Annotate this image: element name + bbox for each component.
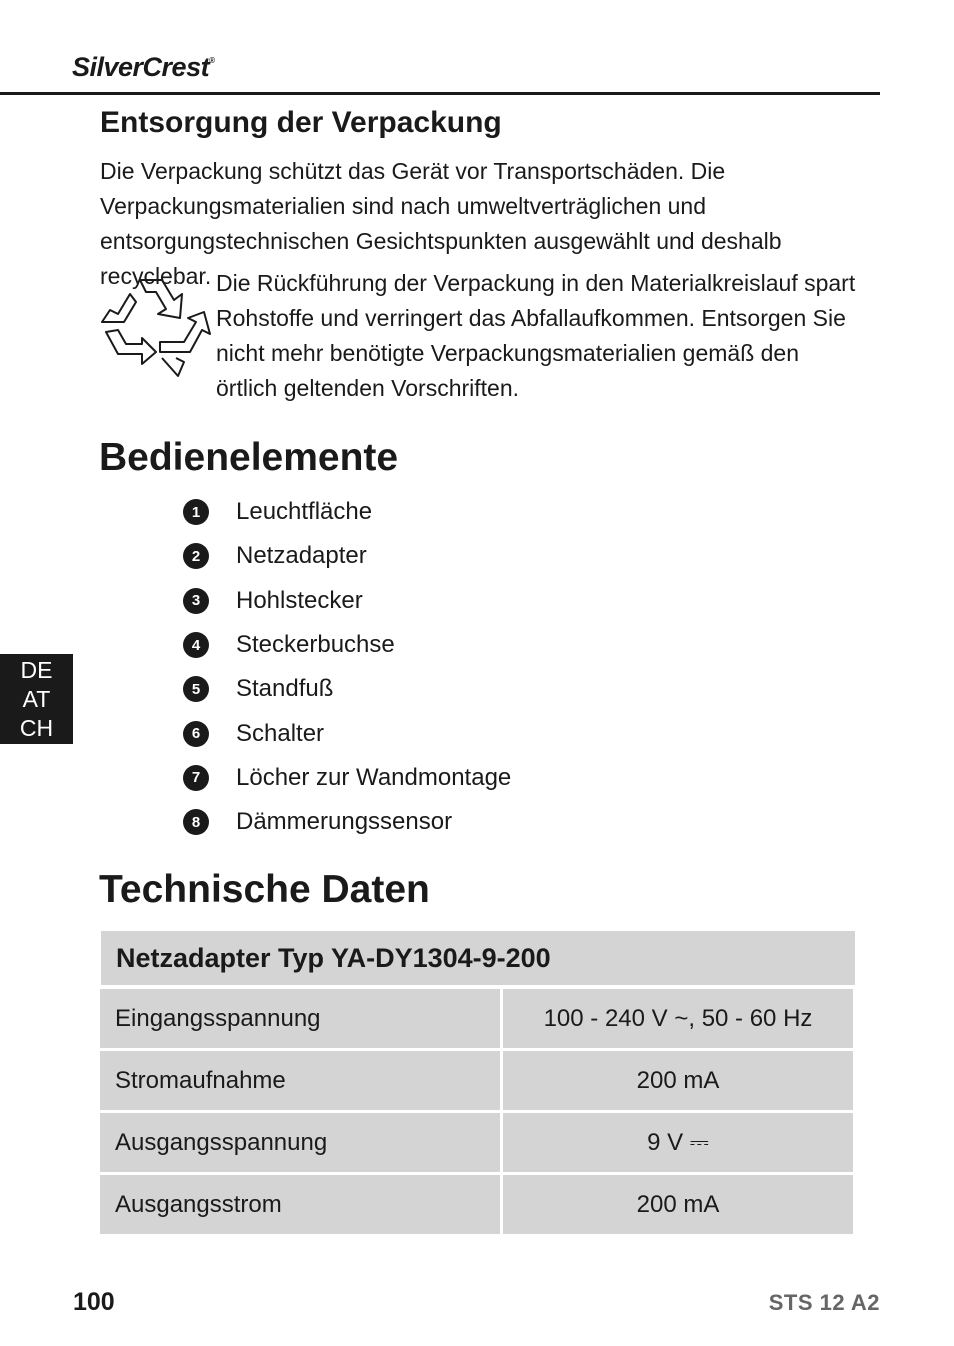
list-item: [183, 623, 511, 667]
list-item: [183, 711, 511, 755]
controls-title: Bedienelemente: [99, 436, 399, 479]
list-item: [183, 800, 511, 844]
language-at: AT: [22, 685, 51, 712]
recycling-icon: [100, 272, 212, 382]
packaging-title: Entsorgung der Verpackung: [100, 106, 502, 139]
language-tab: [0, 654, 73, 744]
list-item: [183, 534, 511, 578]
tech-title: Technische Daten: [99, 868, 430, 911]
spec-table: [100, 930, 856, 1234]
language-de: DE: [20, 656, 53, 683]
item-number: 7: [183, 765, 209, 791]
table-header: Netzadapter Typ YA-DY1304-9-200: [100, 930, 856, 986]
brand-logo: SilverCrest®: [72, 52, 215, 82]
item-number: 5: [183, 676, 209, 702]
list-item: [183, 667, 511, 711]
item-label: Löcher zur Wandmontage: [236, 763, 512, 791]
table-row: [100, 1175, 856, 1234]
item-number: 6: [183, 721, 209, 747]
item-number: 1: [183, 499, 209, 525]
item-label: Dämmerungssensor: [236, 808, 453, 836]
list-item: [183, 756, 511, 800]
spec-value: 9 V ⎓: [503, 1113, 853, 1172]
controls-list: [183, 490, 511, 844]
item-label: Netzadapter: [236, 542, 367, 570]
spec-key: Eingangsspannung: [100, 989, 500, 1048]
item-number: 3: [183, 588, 209, 614]
packaging-paragraph-2: Die Rückführung der Verpackung in den Materialkreislauf spart Rohstoffe und verringert das Abfallaufkommen. Entsorgen Sie nicht mehr benötigte Verpackungsmaterialien gemäß den örtlich geltenden Vorschriften.: [216, 270, 856, 401]
table-row: [100, 989, 856, 1048]
spec-value: 200 mA: [503, 1051, 853, 1110]
item-label: Steckerbuchse: [236, 631, 395, 659]
item-label: Standfuß: [236, 675, 334, 703]
item-number: 4: [183, 632, 209, 658]
packaging-paragraph: Die Verpackung schützt das Gerät vor Transportschäden. Die Verpackungsmaterialien sind nach umweltverträglichen und entsorgungstechnischen Gesichtspunkten ausgewählt und deshalb recyclebar.: [100, 158, 782, 289]
item-label: Leuchtfläche: [236, 498, 373, 526]
spec-key: Ausgangsspannung: [100, 1113, 500, 1172]
spec-value: 100 - 240 V ~, 50 - 60 Hz: [503, 989, 853, 1048]
table-row: [100, 1113, 856, 1172]
spec-key: Ausgangsstrom: [100, 1175, 500, 1234]
language-ch: CH: [19, 714, 54, 741]
header-rule: [0, 92, 880, 95]
item-label: Schalter: [236, 719, 325, 747]
table-row: [100, 1051, 856, 1110]
spec-key: Stromaufnahme: [100, 1051, 500, 1110]
list-item: [183, 579, 511, 623]
page-number: 100: [73, 1288, 115, 1316]
model-number: STS 12 A2: [768, 1290, 880, 1315]
item-number: 8: [183, 809, 209, 835]
spec-value: 200 mA: [503, 1175, 853, 1234]
list-item: [183, 490, 511, 534]
item-label: Hohlstecker: [236, 586, 363, 614]
item-number: 2: [183, 543, 209, 569]
